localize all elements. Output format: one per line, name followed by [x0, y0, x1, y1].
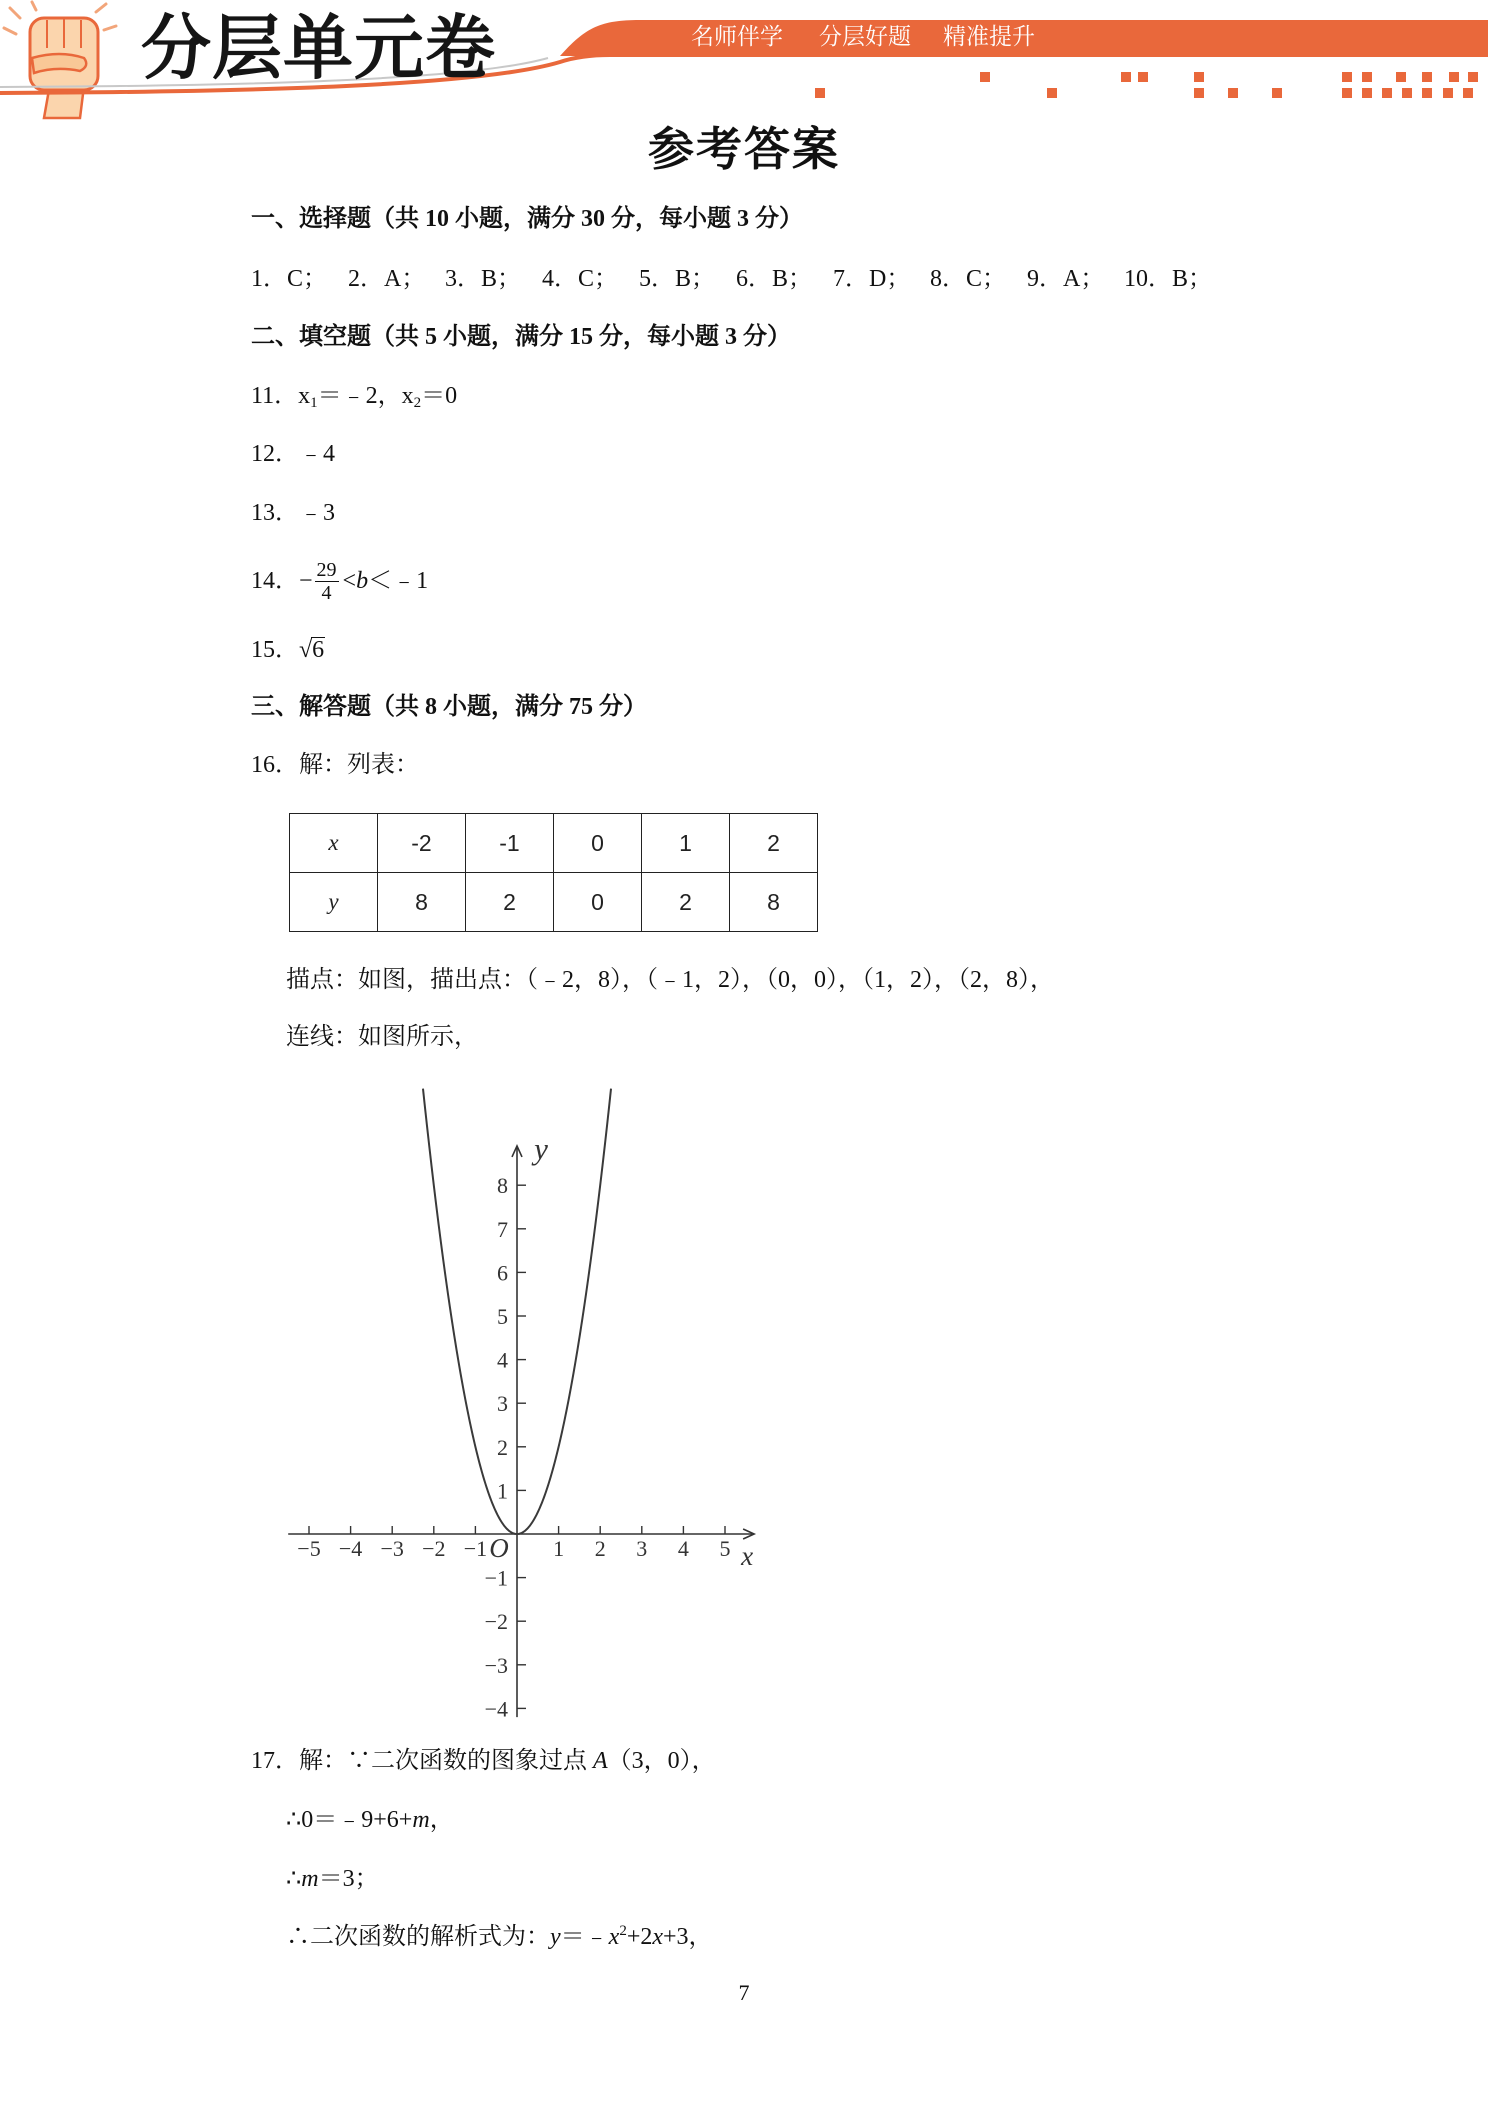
deco-square — [1422, 88, 1432, 98]
answer-text: ﹣3 — [299, 500, 335, 526]
connect-points-text: 连线：如图所示， — [286, 1024, 478, 1050]
variable-x: x — [401, 383, 414, 409]
x-tick-label: 2 — [594, 1536, 606, 1561]
fraction-numerator: 29 — [316, 558, 337, 581]
choice-answer: 3．B； — [445, 266, 522, 292]
variable-x: x — [652, 1924, 664, 1950]
deco-square — [1194, 72, 1204, 82]
table-row — [290, 814, 818, 873]
deco-square — [1402, 88, 1412, 98]
variable-y: y — [550, 1924, 561, 1950]
table-cell: 8 — [378, 873, 466, 932]
answer-17-line-1 — [251, 1745, 716, 1777]
choice-answer: 7．D； — [833, 266, 911, 292]
question-number: 14． — [251, 568, 299, 594]
table-cell: -1 — [466, 814, 554, 873]
slogan-3: 精准提升 — [943, 24, 1035, 50]
answer-17-line-4 — [286, 1921, 713, 1953]
deco-square — [1443, 88, 1453, 98]
deco-square — [1342, 88, 1352, 98]
deco-square — [1194, 88, 1204, 98]
table-cell: 0 — [554, 873, 642, 932]
question-number: 13． — [251, 500, 299, 526]
y-tick-label: 2 — [497, 1434, 508, 1460]
slogan-2: 分层好题 — [819, 24, 911, 50]
table-cell: 2 — [730, 814, 818, 873]
answer-16-intro: 16．解：列表： — [251, 752, 419, 778]
fraction — [315, 559, 339, 604]
answer-text: ＜﹣1 — [368, 568, 429, 594]
y-tick-label: 3 — [497, 1391, 508, 1417]
variable-x: x — [608, 1924, 620, 1950]
table-cell: x — [290, 814, 378, 873]
table-cell: 2 — [642, 873, 730, 932]
answer-text: （3，0）， — [607, 1748, 716, 1774]
choice-answer: 10．B； — [1124, 266, 1213, 292]
deco-square — [1396, 72, 1406, 82]
x-axis-label: x — [741, 1541, 754, 1571]
answer-text: ＝3； — [318, 1866, 379, 1892]
answer-text: ， — [429, 1807, 454, 1833]
answer-17-line-3 — [286, 1863, 379, 1895]
page-title: 参考答案 — [648, 124, 840, 175]
slogan-1: 名师伴学 — [691, 24, 783, 50]
y-tick-label: −3 — [484, 1652, 508, 1678]
deco-square — [1138, 72, 1148, 82]
choice-answers — [251, 263, 1221, 295]
table-cell: 8 — [730, 873, 818, 932]
table-cell: y — [290, 873, 378, 932]
table-cell: 0 — [554, 814, 642, 873]
y-tick-label: 4 — [497, 1347, 508, 1373]
y-tick-label: 6 — [497, 1260, 508, 1286]
logo-ray — [32, 2, 36, 10]
answer-text: ∴0＝﹣9+6+ — [286, 1807, 413, 1833]
x-tick-label: −3 — [380, 1536, 404, 1561]
y-axis-label: y — [534, 1130, 548, 1166]
logo-ray — [10, 8, 20, 18]
parabola-graph — [270, 1075, 780, 1725]
choice-answer: 1．C； — [251, 266, 328, 292]
variable-b: b — [356, 568, 369, 594]
y-tick-label: −2 — [484, 1609, 508, 1635]
deco-square — [980, 72, 990, 82]
plot-points-text: 描点：如图，描出点：（﹣2，8），（﹣1，2），（0，0），（1，2），（2，8）， — [286, 967, 1054, 993]
deco-square — [1468, 72, 1478, 82]
y-tick-label: 7 — [497, 1216, 508, 1242]
deco-square — [1121, 72, 1131, 82]
x-tick-label: −2 — [422, 1536, 446, 1561]
brand-title: 分层单元卷 — [141, 7, 496, 89]
section-heading-choice: 一、选择题（共 10 小题，满分 30 分，每小题 3 分） — [251, 206, 803, 232]
answer-text: ＝﹣ — [560, 1924, 609, 1950]
x-tick-label: −4 — [338, 1536, 363, 1561]
x-tick-label: 5 — [719, 1536, 731, 1561]
choice-answer: 4．C； — [542, 266, 619, 292]
choice-answer: 5．B； — [639, 266, 716, 292]
table-row — [290, 873, 818, 932]
question-number: 11． — [251, 383, 299, 409]
x-tick-label: −5 — [297, 1536, 321, 1561]
answer-14 — [251, 551, 428, 611]
value-table — [289, 813, 818, 932]
page-number: 7 — [738, 1980, 750, 2005]
deco-square — [1362, 88, 1372, 98]
choice-answer: 8．C； — [930, 266, 1007, 292]
answer-15 — [251, 634, 325, 666]
answer-13 — [251, 497, 335, 529]
logo-thumb — [32, 54, 86, 73]
exponent: 2 — [619, 1923, 627, 1939]
section-heading-solution: 三、解答题（共 8 小题，满分 75 分） — [251, 694, 647, 720]
question-number: 12． — [251, 441, 299, 467]
deco-square — [1382, 88, 1392, 98]
answer-text: +3， — [663, 1924, 713, 1950]
section-heading-fill: 二、填空题（共 5 小题，满分 15 分，每小题 3 分） — [251, 324, 791, 350]
answer-text: ﹣4 — [299, 441, 335, 467]
deco-square — [1342, 72, 1352, 82]
logo-ray — [4, 28, 16, 34]
deco-square — [1463, 88, 1473, 98]
table-cell: 1 — [642, 814, 730, 873]
answer-text: ＝0 — [421, 383, 458, 409]
answer-text: 17．解：∵二次函数的图象过点 — [251, 1748, 593, 1774]
choice-answer: 6．B； — [736, 266, 813, 292]
choice-answer: 9．A； — [1027, 266, 1105, 292]
variable-m: m — [301, 1866, 319, 1892]
question-number: 15． — [251, 637, 299, 663]
deco-square — [1422, 72, 1432, 82]
y-tick-label: 8 — [497, 1173, 508, 1199]
y-tick-label: −4 — [484, 1696, 508, 1722]
y-tick-label: 5 — [497, 1304, 508, 1329]
subscript: 1 — [310, 395, 318, 411]
less-than-sign: < — [342, 568, 357, 594]
y-tick-label: −1 — [484, 1565, 508, 1591]
x-tick-label: −1 — [463, 1536, 488, 1561]
minus-sign: − — [299, 568, 313, 594]
x-tick-label: 3 — [636, 1536, 648, 1561]
deco-square — [1047, 88, 1057, 98]
point-label: A — [593, 1748, 608, 1774]
answer-text: ＝﹣2， — [317, 383, 402, 409]
deco-square — [1228, 88, 1238, 98]
table-cell: -2 — [378, 814, 466, 873]
x-tick-label: 4 — [677, 1536, 689, 1561]
deco-square — [1449, 72, 1459, 82]
decorative-squares — [815, 72, 1478, 98]
answer-12 — [251, 438, 335, 470]
origin-label: O — [489, 1533, 509, 1563]
subscript: 2 — [413, 395, 422, 411]
choice-answer: 2．A； — [348, 266, 426, 292]
y-tick-label: 1 — [497, 1478, 508, 1504]
fraction-denominator: 4 — [321, 581, 332, 604]
answer-text: +2 — [626, 1924, 653, 1950]
variable-m: m — [412, 1807, 430, 1833]
deco-square — [1272, 88, 1282, 98]
radicand: 6 — [312, 637, 325, 663]
answer-text: ∴二次函数的解析式为： — [286, 1924, 550, 1950]
x-tick-label: 1 — [553, 1536, 565, 1561]
deco-square — [1362, 72, 1372, 82]
logo-ray — [96, 4, 106, 12]
fist-logo-icon — [4, 2, 116, 118]
answer-17-line-2 — [286, 1804, 454, 1836]
answer-text: ∴ — [286, 1866, 302, 1892]
logo-ray — [104, 26, 116, 30]
answer-11 — [251, 380, 457, 412]
variable-x: x — [298, 383, 311, 409]
deco-square — [815, 88, 825, 98]
table-cell: 2 — [466, 873, 554, 932]
radical-sign: √ — [299, 637, 313, 663]
